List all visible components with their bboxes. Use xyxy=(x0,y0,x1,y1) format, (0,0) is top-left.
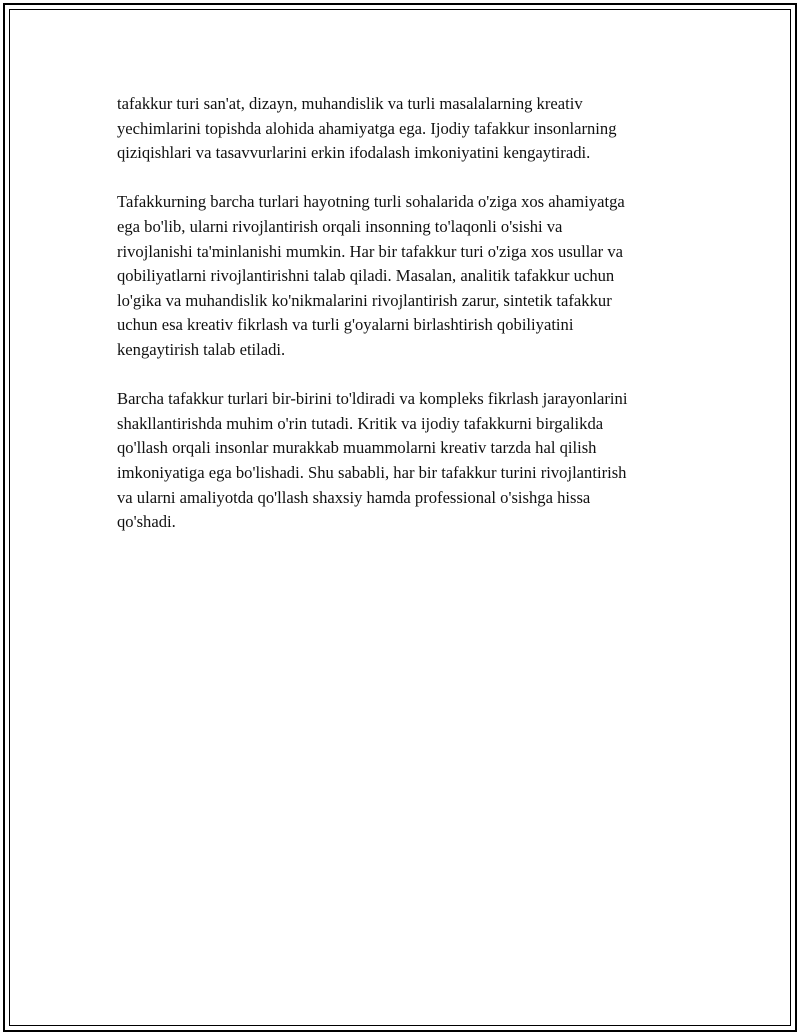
text-line: uchun esa kreativ fikrlash va turli g'oyalarni birlashtirish qobiliyatini xyxy=(117,315,574,335)
text-line: qobiliyatlarni rivojlantirishni talab qiladi. Masalan, analitik tafakkur uchun xyxy=(117,266,615,286)
paragraph-2 xyxy=(117,190,707,362)
text-line: yechimlarini topishda alohida ahamiyatga ega. Ijodiy tafakkur insonlarning xyxy=(117,118,617,138)
text-line: qo'shadi. xyxy=(117,512,176,532)
text-line: lo'gika va muhandislik ko'nikmalarini rivojlantirish zarur, sintetik tafakkur xyxy=(117,290,612,310)
text-line: kengaytirish talab etiladi. xyxy=(117,339,286,359)
text-line: imkoniyatiga ega bo'lishadi. Shu sababli, har bir tafakkur turini rivojlantirish xyxy=(117,462,627,482)
text-line: tafakkur turi san'at, dizayn, muhandislik va turli masalalarning kreativ xyxy=(117,94,583,113)
text-line: Barcha tafakkur turlari bir-birini to'ldiradi va kompleks fikrlash jarayonlarini xyxy=(117,389,628,409)
text-line: rivojlanishi ta'minlanishi mumkin. Har bir tafakkur turi o'ziga xos usullar va xyxy=(117,241,623,261)
paragraph-3 xyxy=(117,387,707,535)
text-line: va ularni amaliyotda qo'llash shaxsiy hamda professional o'sishga hissa xyxy=(117,487,591,507)
text-line: shakllantirishda muhim o'rin tutadi. Kritik va ijodiy tafakkurni birgalikda xyxy=(117,413,604,433)
text-line: Tafakkurning barcha turlari hayotning turli sohalarida o'ziga xos ahamiyatga xyxy=(117,192,625,212)
text-line: qo'llash orqali insonlar murakkab muammolarni kreativ tarzda hal qilish xyxy=(117,438,597,458)
text-line: qiziqishlari va tasavvurlarini erkin ifodalash imkoniyatini kengaytiradi. xyxy=(117,143,591,163)
text-line: ega bo'lib, ularni rivojlantirish orqali insonning to'laqonli o'sishi va xyxy=(117,216,563,236)
paragraph-1 xyxy=(117,92,707,166)
document-body xyxy=(117,92,707,559)
